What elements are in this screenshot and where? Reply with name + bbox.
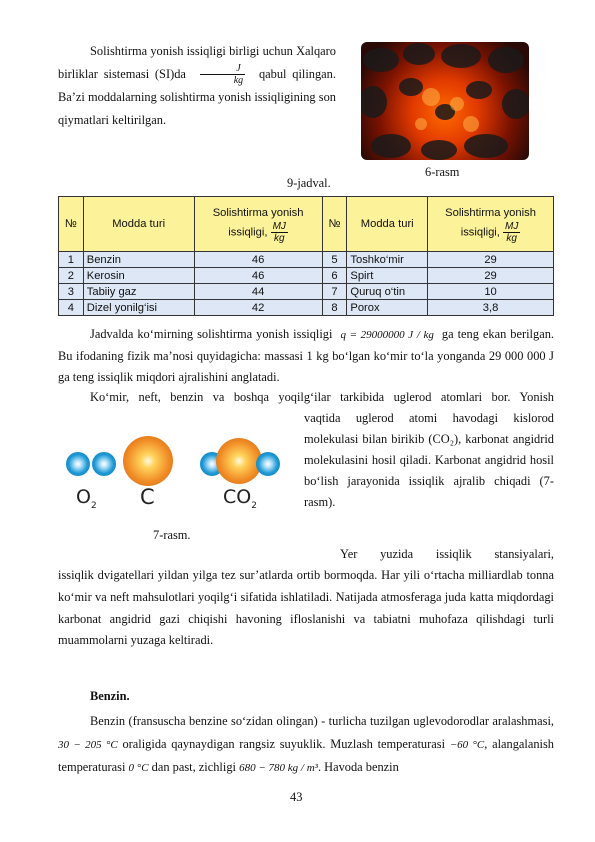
oxygen-atom xyxy=(256,452,280,476)
paragraph-stations-first: Yer yuzida issiqlik stansiyalari, xyxy=(340,547,554,561)
oxygen-atom xyxy=(66,452,90,476)
table-row: 4 Dizel yonilg‘isi 42 8 Porox 3,8 xyxy=(59,300,554,316)
table-caption: 9-jadval. xyxy=(287,176,331,190)
unit-mj-per-kg: $\frac{MJ}{kg}$ xyxy=(272,220,286,244)
col-substance-2: Modda turi xyxy=(347,197,428,252)
formula-q: q = 29000000 J / kg xyxy=(340,329,434,341)
unit-j-per-kg: $\frac{J}{kg}$ xyxy=(200,63,245,86)
intro-text-before: Solishtirma yonish issiqligi birligi uchun Xalqaro birliklar sistemasi (SI)da xyxy=(58,44,336,81)
paragraph-carbon-first-line: Ko‘mir, neft, benzin va boshqa yoqilg‘ilar tarkibida uglerod atomlari bor. Yonish xyxy=(90,390,554,404)
col-heat: Solishtirma yonish issiqligi, $\frac{MJ}{kg}$ xyxy=(194,197,322,252)
table-row: 3 Tabiiy gaz 44 7 Quruq o‘tin 10 xyxy=(59,284,554,300)
table-header-row xyxy=(59,197,554,252)
paragraph-benzin: Benzin (fransuscha benzine so‘zidan olingan) - turlicha tuzilgan uglevodorodlar aralashmasi, 30 − 205 °C oraligida qaynaydigan rangsiz suyuklik. Muzlash temperaturasi −60 °C, alangalanish temperaturasi 0 °C dan past, zichligi 680 − 780 kg / m³. Havoda benzin xyxy=(58,714,554,774)
label-o2: $O_2$ xyxy=(76,486,97,511)
paragraph-carbon-side: vaqtida uglerod atomi havodagi kislorod molekulasi bilan birikib (CO₂), karbonat angidrid molekulasini hosil qiladi. Karbonat angidrid hosil bo‘lish jarayonida issiqlik ajralib chiqadi (7-rasm). xyxy=(304,411,554,509)
section-heading-benzin: Benzin. xyxy=(90,689,130,703)
coal-pieces xyxy=(361,42,529,160)
col-number: № xyxy=(59,197,84,252)
oxygen-atom xyxy=(92,452,116,476)
paragraph-coal-heat: Jadvalda ko‘mirning solishtirma yonish issiqligi q = 29000000 J / kg ga teng ekan berilgan. Bu ifodaning fizik ma’nosi quyidagicha: massasi 1 kg bo‘lgan ko‘mir to‘la yonganda 29 000 000 J ga teng issiqlik miqdori ajralishini anglatadi. xyxy=(58,327,554,384)
carbon-atom xyxy=(216,438,262,484)
flash-temp: 0 °C xyxy=(128,762,149,774)
intro-paragraph xyxy=(58,40,336,131)
col-substance: Modda turi xyxy=(83,197,194,252)
intro-text-after: qabul qilingan. Ba’zi moddalarning solishtirma yonish issiqligining son qiymatlari keltirilgan. xyxy=(58,66,336,127)
molecule-figure xyxy=(60,432,290,542)
col-number-2: № xyxy=(322,197,347,252)
fuel-heat-table xyxy=(58,196,554,316)
label-c: C xyxy=(140,485,155,509)
paragraph-stations-rest: issiqlik dvigatellari yildan yilga tez sur’atlarda ortib bormoqda. Har yili o‘rtacha milliardlab tonna ko‘mir va neft mahsulotlari yoqilg‘i sifatida ishlatiladi. Natijada atmosferaga juda katta miqdordagi karbonat angidrid gazi chiqishi havoning ifloslanishi va tabiatni muhofaza qilishdagi turli muammolarni yuzaga keltiradi. xyxy=(58,568,554,648)
carbon-atom xyxy=(123,436,173,486)
col-heat-2: Solishtirma yonish issiqligi, $\frac{MJ}{kg}$ xyxy=(428,197,554,252)
unit-mj-per-kg-2: $\frac{MJ}{kg}$ xyxy=(505,220,519,244)
table-row: 2 Kerosin 46 6 Spirt 29 xyxy=(59,268,554,284)
density-range: 680 − 780 kg / m³ xyxy=(239,762,318,774)
page-number: 43 xyxy=(290,790,303,804)
boiling-range: 30 − 205 °C xyxy=(58,738,118,751)
figure7-caption: 7-rasm. xyxy=(153,528,191,542)
figure6-caption: 6-rasm xyxy=(425,165,460,179)
label-co2: $CO_2$ xyxy=(223,486,257,511)
table-row: 1 Benzin 46 5 Toshko‘mir 29 xyxy=(59,252,554,268)
freezing-temp: −60 °C xyxy=(449,738,485,751)
burning-coal-image xyxy=(361,42,529,160)
